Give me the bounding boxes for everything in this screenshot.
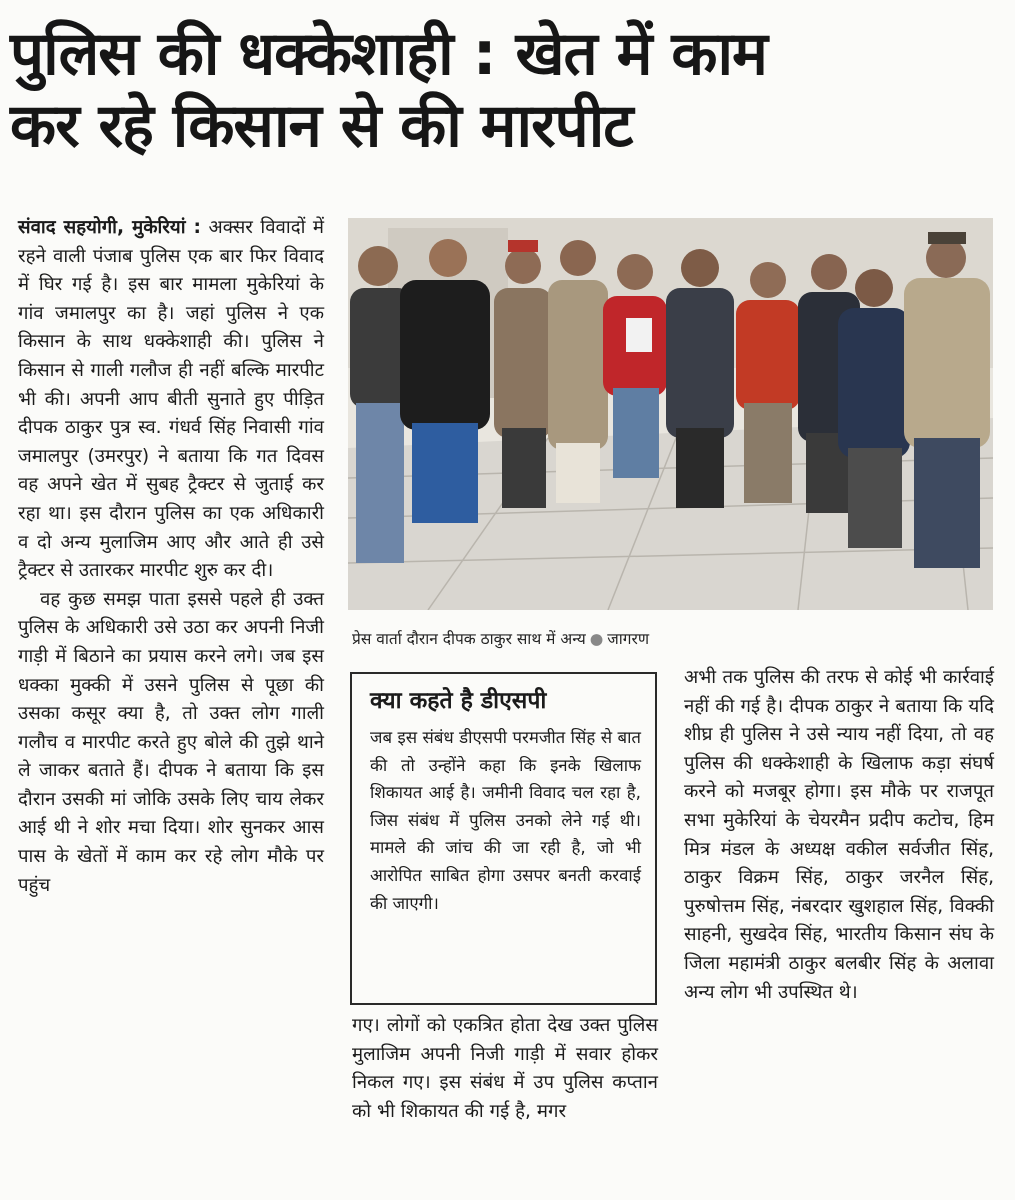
headline [10, 18, 1005, 162]
caption-text: प्रेस वार्ता दौरान दीपक ठाकुर साथ में अन्य [352, 630, 586, 648]
byline: संवाद सहयोगी, मुकेरियां : [18, 217, 201, 238]
photo-caption [352, 628, 992, 650]
paragraph-4: अभी तक पुलिस की तरफ से कोई भी कार्रवाई नहीं की गई है। दीपक ठाकुर ने बताया कि यदि शीघ्र ही पुलिस ने उसे न्याय नहीं दिया, तो वह पुलिस की धक्केशाही के खिलाफ कड़ा संघर्ष करने को मजबूर होगा। इस मौके पर राजपूत सभा मुकेरियां के चेयरमैन प्रदीप कटोच, हिम मित्र मंडल के अध्यक्ष वकील सर्वजीत सिंह, ठाकुर विक्रम सिंह, ठाकुर जरनैल सिंह, पुरुषोत्तम सिंह, नंबरदार खुशहाल सिंह, विक्की साहनी, सुखदेव सिंह, भारतीय किसान संघ के जिला महामंत्री ठाकुर बलबीर सिंह के अलावा अन्य लोग भी उपस्थित थे। [684, 667, 994, 1003]
sidebar-text: जब इस संबंध डीएसपी परमजीत सिंह से बात की तो उन्होंने कहा कि इनके खिलाफ शिकायत आई है। जमीनी विवाद चल रहा है, जिस संबंध में पुलिस उनको लेने गई थी। मामले की जांच की जा रही है, जो भी आरोपित साबित होगा उसपर बनती करवाई की जाएगी। [370, 727, 641, 913]
paragraph-2: वह कुछ समझ पाता इससे पहले ही उक्त पुलिस के अधिकारी उसे उठा कर अपनी निजी गाड़ी में बिठाने का प्रयास करने लगे। जब इस धक्का मुक्की में उसने पुलिस से पूछा की उसका कसूर क्या है, तो उक्त लोग गाली गलौच व मारपीट करते हुए बोले की तुझे थाने ले जाकर बताते हैं। दीपक ने बताया कि इस दौरान उसकी मां जोकि उसके लिए चाय लेकर आई थी ने शोर मचा दिया। शोर सुनकर आस पास के खेतों में काम कर रहे लोग मौके पर पहुंच [18, 588, 324, 896]
headline-line-1: पुलिस की धक्केशाही : खेत में काम [10, 19, 767, 89]
news-photo [348, 218, 993, 610]
dsp-sidebar-box [350, 672, 657, 1005]
headline-line-2: कर रहे किसान से की मारपीट [10, 91, 633, 161]
article-column-1 [18, 214, 324, 900]
paragraph-1-text: अक्सर विवादों में रहने वाली पंजाब पुलिस एक बार फिर विवाद में घिर गई है। इस बार मामला मुकेरियां के गांव जमालपुर का है। जहां पुलिस ने एक किसान के साथ धक्केशाही की। पुलिस ने किसान से गाली गलौज ही नहीं बल्कि मारपीट भी की। अपनी आप बीती सुनाते हुए पीड़ित दीपक ठाकुर पुत्र स्व. गंधर्व सिंह निवासी गांव जमालपुर (उमरपुर) ने बताया कि गत दिवस वह अपने खेत में सुबह ट्रैक्टर से जुताई कर रहा था। इस दौरान पुलिस का एक अधिकारी व दो अन्य मुलाजिम आए और आते ही उसे ट्रैक्टर से उतारकर मारपीट शुरु कर दी। [18, 217, 324, 582]
photo-credit: जागरण [607, 630, 650, 648]
article-column-3 [684, 664, 994, 1007]
paragraph-3: गए। लोगों को एकत्रित होता देख उक्त पुलिस मुलाजिम अपनी निजी गाड़ी में सवार होकर निकल गए। इस संबंध में उप पुलिस कप्तान को भी शिकायत की गई है, मगर [352, 1015, 658, 1122]
article-column-2 [352, 1012, 658, 1126]
paragraph-1 [18, 214, 324, 586]
bullet-icon: ● [589, 630, 604, 648]
group-photo-image [348, 218, 993, 610]
sidebar-title: क्या कहते है डीएसपी [370, 688, 547, 714]
